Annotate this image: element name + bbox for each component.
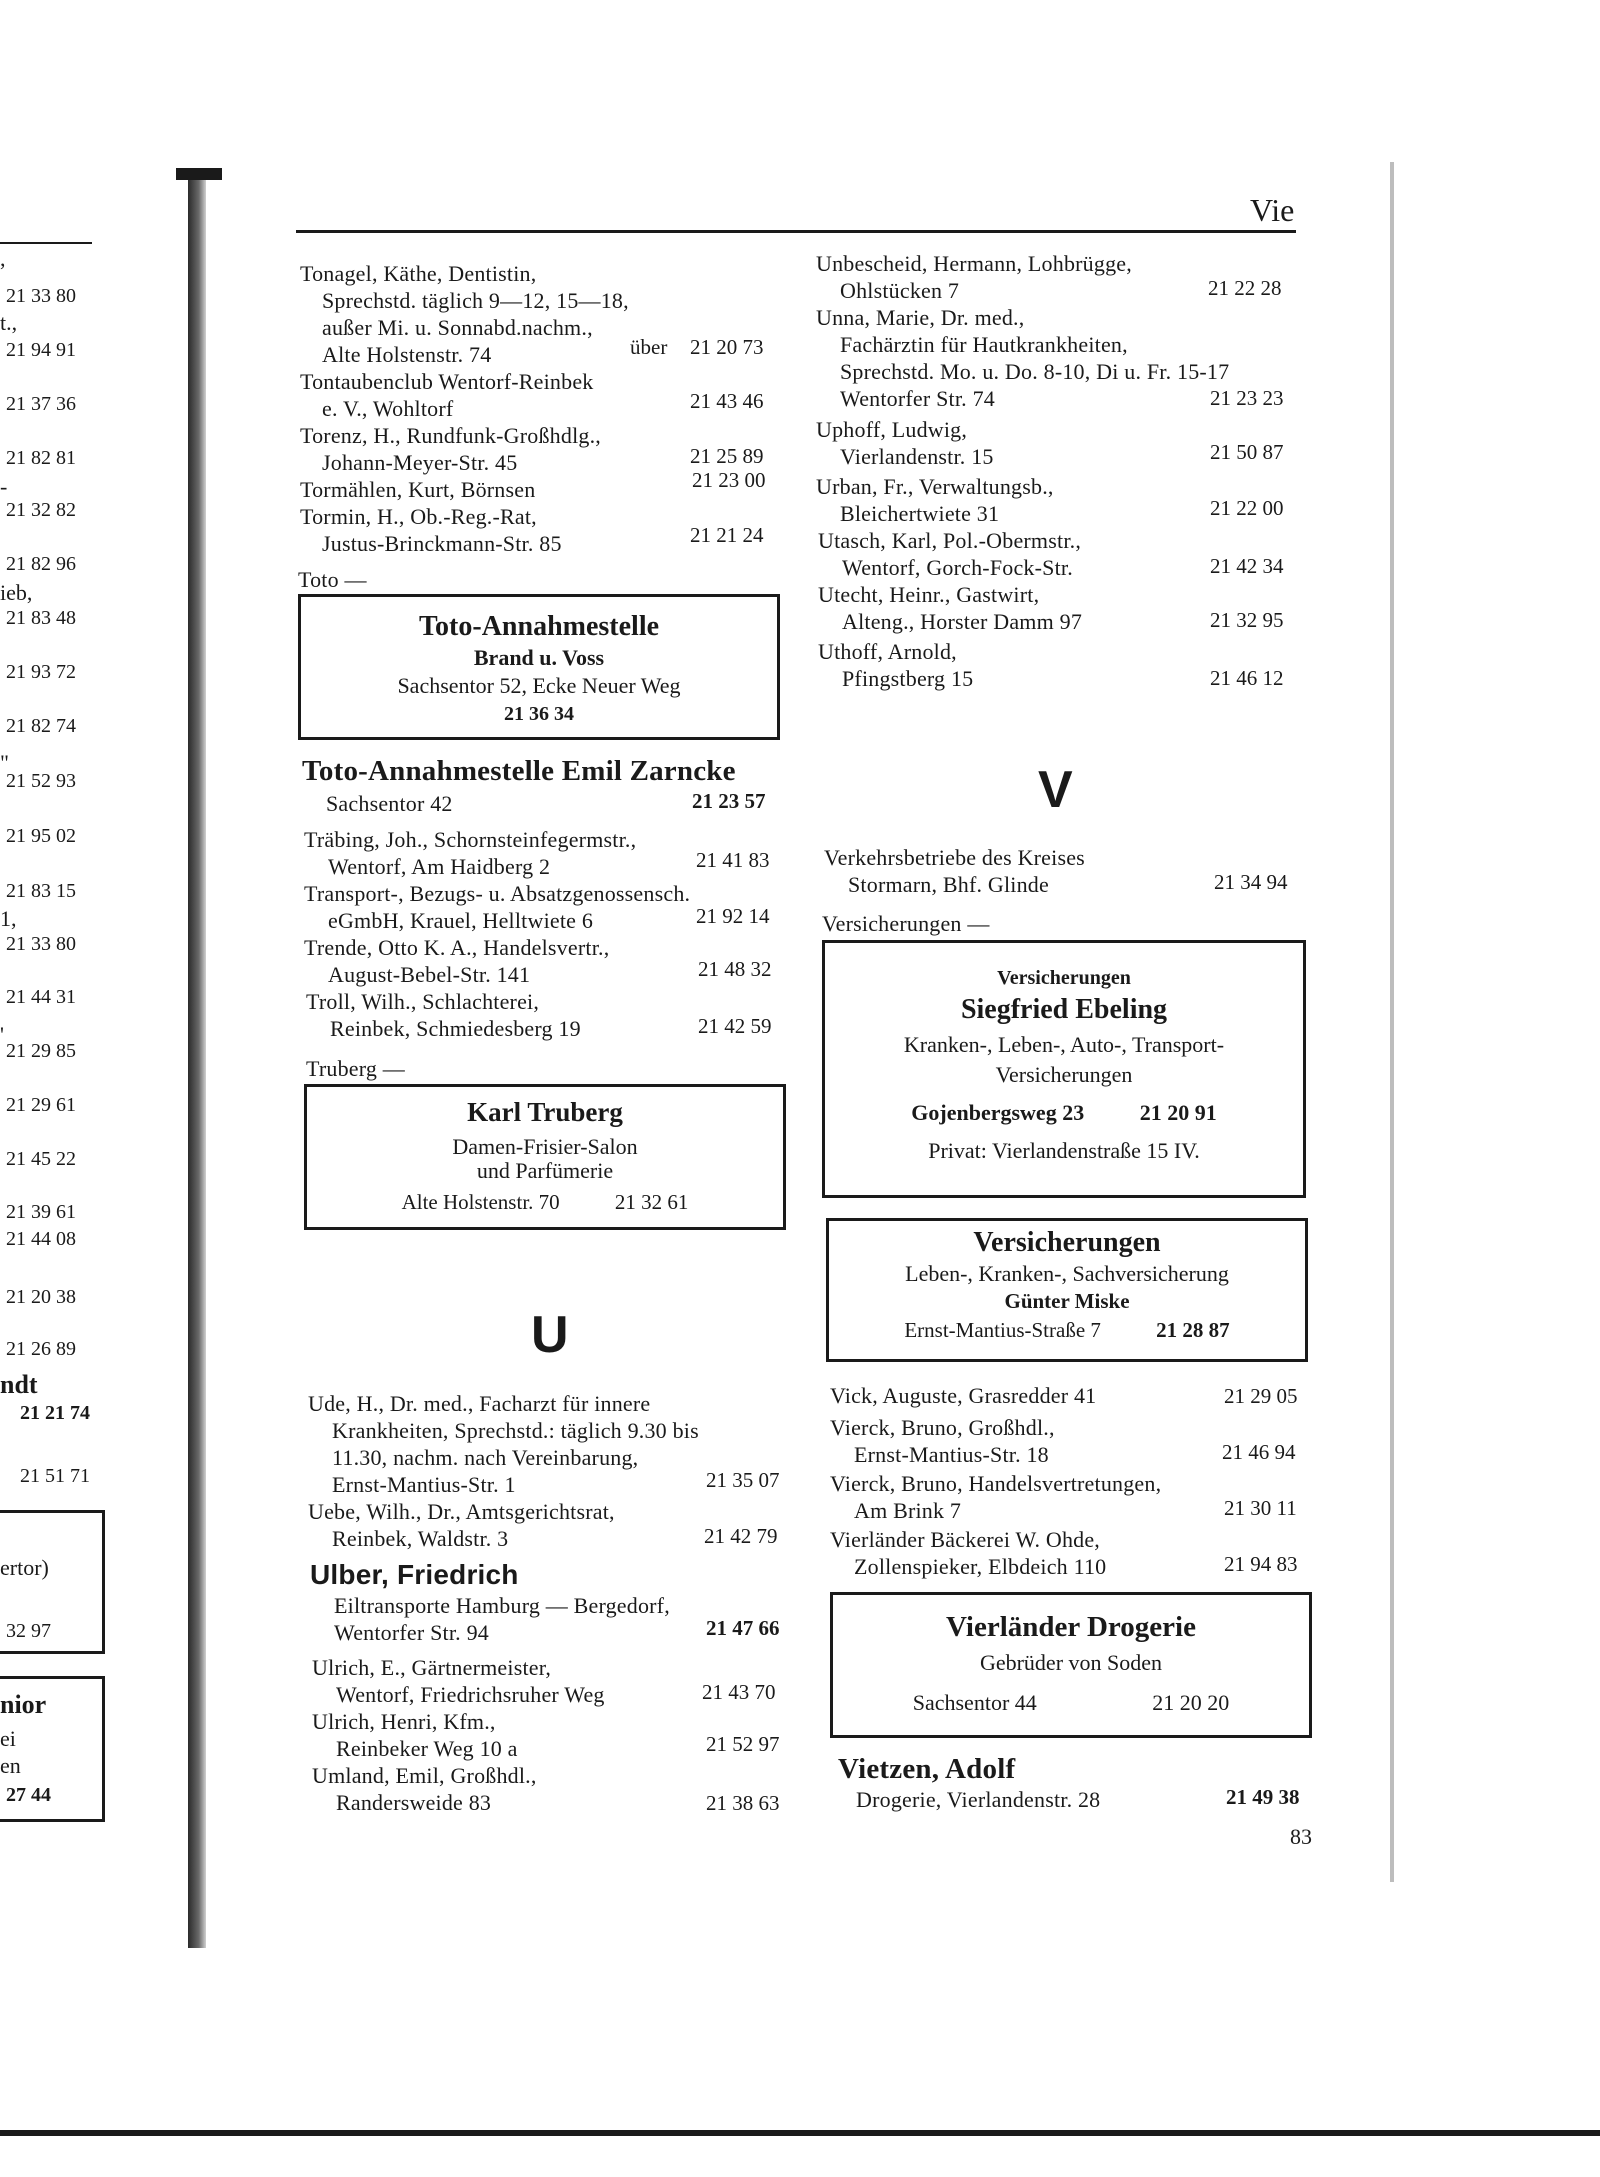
entry-line: außer Mi. u. Sonnabd.nachm., [322, 315, 593, 340]
page-header: Vie [1250, 192, 1295, 228]
entry-line: Wentorf, Gorch-Fock-Str. [842, 555, 1073, 580]
phone-number: 21 52 97 [706, 1732, 780, 1756]
entry-line: Vierck, Bruno, Handelsvertretungen, [830, 1471, 1162, 1496]
left-number: 21 52 93 [6, 770, 76, 792]
ad-title: Toto-Annahmestelle [418, 611, 660, 642]
cross-reference: Toto — [298, 567, 367, 592]
left-number: 21 20 38 [6, 1286, 76, 1308]
entry-line: Randersweide 83 [336, 1790, 492, 1815]
entry-line: Drogerie, Vierlandenstr. 28 [856, 1787, 1101, 1812]
phone-number: 21 42 79 [704, 1524, 778, 1548]
entry-line: 11.30, nachm. nach Vereinbarung, [332, 1445, 639, 1470]
left-number: 21 26 89 [6, 1338, 76, 1360]
phone-number: 21 34 94 [1214, 870, 1288, 894]
ad-heading: Versicherungen [997, 967, 1131, 989]
entry-name-bold: Toto-Annahmestelle Emil Zarncke [302, 755, 736, 787]
via-label: über [630, 335, 668, 359]
entry-line: Uebe, Wilh., Dr., Amtsgerichtsrat, [308, 1499, 615, 1524]
phone-number: 21 22 00 [1210, 496, 1284, 520]
left-fragment: ndt [0, 1370, 38, 1399]
ad-phone: 21 20 91 [1139, 1100, 1217, 1125]
ad-karl-truberg [304, 1084, 786, 1230]
phone-number: 21 20 73 [690, 335, 764, 359]
phone-number: 21 94 83 [1224, 1552, 1298, 1576]
left-number: 21 29 85 [6, 1040, 76, 1062]
entry-line: Torenz, H., Rundfunk-Großhdlg., [300, 423, 601, 448]
ad-line: Damen-Frisier-Salon [452, 1134, 638, 1159]
left-number: 21 83 15 [6, 880, 76, 902]
entry-line: Ernst-Mantius-Str. 1 [332, 1472, 516, 1497]
entry-line: Trende, Otto K. A., Handelsvertr., [304, 935, 610, 960]
entry-line: Krankheiten, Sprechstd.: täglich 9.30 bis [332, 1418, 699, 1443]
section-letter: U [531, 1306, 569, 1364]
entry-line: Urban, Fr., Verwaltungsb., [816, 474, 1054, 499]
entry-line: Ernst-Mantius-Str. 18 [854, 1442, 1049, 1467]
left-fragment: " [0, 750, 9, 775]
left-header-rule [0, 242, 92, 244]
left-number: 21 51 71 [20, 1465, 90, 1487]
left-number: 21 93 72 [6, 661, 76, 683]
entry-line: Ude, H., Dr. med., Facharzt für innere [308, 1391, 651, 1416]
ad-address: Sachsentor 44 [912, 1690, 1037, 1715]
left-number: 21 32 82 [6, 499, 76, 521]
phone-number: 21 49 38 [1226, 1785, 1300, 1809]
phone-number: 21 48 32 [698, 957, 772, 981]
entry-line: Wentorfer Str. 74 [840, 386, 995, 411]
entry-line: e. V., Wohltorf [322, 396, 454, 421]
ad-address: Alte Holstenstr. 70 [401, 1190, 560, 1214]
entry-line: Wentorf, Friedrichsruher Weg [336, 1682, 605, 1707]
ad-vierlaender-drogerie [830, 1592, 1312, 1738]
entry-line: Uphoff, Ludwig, [816, 417, 968, 442]
phone-number: 21 29 05 [1224, 1384, 1298, 1408]
phone-number: 21 42 34 [1210, 554, 1284, 578]
entry-line: Utasch, Karl, Pol.-Obermstr., [818, 528, 1082, 553]
bottom-edge-line [0, 2130, 1600, 2136]
entry-line: Tormählen, Kurt, Börnsen [300, 477, 536, 502]
ad-guenter-miske [826, 1218, 1308, 1362]
entry-line: Vierck, Bruno, Großhdl., [830, 1415, 1055, 1440]
left-number: 21 45 22 [6, 1148, 76, 1170]
left-number: 21 95 02 [6, 825, 76, 847]
entry-line: Reinbek, Waldstr. 3 [332, 1526, 509, 1551]
entry-line: Vierlandenstr. 15 [840, 444, 994, 469]
entry-line: Stormarn, Bhf. Glinde [848, 872, 1049, 897]
left-fragment: ertor) [0, 1555, 49, 1580]
ad-private-address: Privat: Vierlandenstraße 15 IV. [928, 1138, 1200, 1163]
left-number: 21 82 74 [6, 715, 76, 737]
ad-phone: 21 36 34 [504, 703, 574, 725]
ad-line: Kranken-, Leben-, Auto-, Transport- [903, 1032, 1225, 1057]
entry-line: Uthoff, Arnold, [818, 639, 957, 664]
entry-line: Alte Holstenstr. 74 [322, 342, 492, 367]
section-letter: V [1038, 761, 1073, 819]
ad-line: Leben-, Kranken-, Sachversicherung [905, 1261, 1229, 1286]
entry-line: Sprechstd. täglich 9—12, 15—18, [322, 288, 629, 313]
left-number: 21 44 08 [6, 1228, 76, 1250]
phone-number: 21 46 12 [1210, 666, 1284, 690]
left-number: 21 29 61 [6, 1094, 76, 1116]
phone-number: 21 47 66 [706, 1616, 780, 1640]
cross-reference: Truberg — [306, 1056, 405, 1081]
entry-line: Verkehrsbetriebe des Kreises [824, 845, 1085, 870]
ad-phone: 21 28 87 [1156, 1318, 1230, 1342]
phone-number: 21 42 59 [698, 1014, 772, 1038]
left-number: 21 33 80 [6, 285, 76, 307]
phone-number: 21 21 24 [690, 523, 764, 547]
phone-number: 21 22 28 [1208, 276, 1282, 300]
page-number: 83 [1290, 1824, 1312, 1849]
header-rule [296, 230, 1296, 233]
left-number: 21 21 74 [20, 1402, 90, 1424]
phone-number: 21 92 14 [696, 904, 770, 928]
left-number: 21 37 36 [6, 393, 76, 415]
phone-number: 21 50 87 [1210, 440, 1284, 464]
entry-line: Träbing, Joh., Schornsteinfegermstr., [304, 827, 637, 852]
right-edge-mark [1390, 162, 1394, 1882]
left-number: 21 82 81 [6, 447, 76, 469]
entry-line: Vick, Auguste, Grasredder 41 [830, 1383, 1097, 1408]
entry-line: Ohlstücken 7 [840, 278, 960, 303]
entry-line: Alteng., Horster Damm 97 [842, 609, 1083, 634]
phone-number: 21 25 89 [690, 444, 764, 468]
left-number: 21 39 61 [6, 1201, 76, 1223]
ad-name: Günter Miske [1004, 1289, 1130, 1313]
left-number: 21 33 80 [6, 933, 76, 955]
ad-line: und Parfümerie [476, 1158, 614, 1183]
entry-line: Zollenspieker, Elbdeich 110 [854, 1554, 1107, 1579]
entry-line: Transport-, Bezugs- u. Absatzgenossensch. [304, 881, 691, 906]
left-number: 27 44 [6, 1784, 51, 1806]
binding-shadow [188, 168, 206, 1948]
left-fragment: t., [0, 310, 18, 335]
ad-line: Versicherungen [995, 1062, 1133, 1087]
ad-title: Versicherungen [973, 1227, 1161, 1258]
entry-line: Johann-Meyer-Str. 45 [322, 450, 518, 475]
cross-reference: Versicherungen — [822, 911, 990, 936]
entry-name-bold: Vietzen, Adolf [838, 1753, 1016, 1785]
entry-line: Eiltransporte Hamburg — Bergedorf, [334, 1593, 670, 1618]
left-fragment: nior [0, 1690, 47, 1719]
phone-number: 21 32 95 [1210, 608, 1284, 632]
entry-line: Vierländer Bäckerei W. Ohde, [830, 1527, 1101, 1552]
entry-line: Ulrich, E., Gärtnermeister, [312, 1655, 552, 1680]
left-fragment: ' [0, 1022, 4, 1047]
phone-number: 21 41 83 [696, 848, 770, 872]
entry-line: Tormin, H., Ob.-Reg.-Rat, [300, 504, 537, 529]
ad-address: Sachsentor 52, Ecke Neuer Weg [397, 673, 681, 698]
ad-address: Ernst-Mantius-Straße 7 [904, 1318, 1101, 1342]
ad-title: Karl Truberg [467, 1097, 623, 1127]
entry-line: Pfingstberg 15 [842, 666, 974, 691]
ad-line: Gebrüder von Soden [979, 1650, 1163, 1675]
ad-phone: 21 32 61 [614, 1190, 689, 1214]
ad-siegfried-ebeling [822, 940, 1306, 1198]
entry-line: Sachsentor 42 [326, 791, 453, 816]
entry-name-bold: Ulber, Friedrich [310, 1559, 519, 1590]
phone-number: 21 23 23 [1210, 386, 1284, 410]
phone-number: 21 38 63 [706, 1791, 780, 1815]
entry-line: Ulrich, Henri, Kfm., [312, 1709, 496, 1734]
entry-line: Am Brink 7 [854, 1498, 962, 1523]
entry-line: Sprechstd. Mo. u. Do. 8-10, Di u. Fr. 15-17 [840, 359, 1230, 384]
ad-title: Vierländer Drogerie [946, 1611, 1196, 1643]
phone-number: 21 35 07 [706, 1468, 780, 1492]
left-number: 32 97 [6, 1620, 51, 1642]
ad-phone: 21 20 20 [1152, 1690, 1230, 1715]
ad-title: Siegfried Ebeling [960, 994, 1168, 1025]
phone-number: 21 43 46 [690, 389, 764, 413]
entry-line: Troll, Wilh., Schlachterei, [306, 989, 540, 1014]
left-fragment: en [0, 1753, 21, 1778]
entry-line: Unna, Marie, Dr. med., [816, 305, 1025, 330]
left-number: 21 44 31 [6, 986, 76, 1008]
left-number: 21 83 48 [6, 607, 76, 629]
left-fragment: ieb, [0, 580, 33, 605]
entry-line: Bleichertwiete 31 [840, 501, 1000, 526]
entry-line: Wentorfer Str. 94 [334, 1620, 489, 1645]
phone-number: 21 30 11 [1224, 1496, 1297, 1520]
entry-line: Justus-Brinckmann-Str. 85 [322, 531, 562, 556]
left-fragment: 1, [0, 906, 17, 931]
phone-number: 21 23 57 [692, 789, 766, 813]
left-number: 21 82 96 [6, 553, 76, 575]
binding-cap [176, 168, 222, 180]
entry-line: Utecht, Heinr., Gastwirt, [818, 582, 1040, 607]
entry-line: eGmbH, Krauel, Helltwiete 6 [328, 908, 594, 933]
left-fragment: - [0, 474, 8, 499]
entry-line: Reinbek, Schmiedesberg 19 [330, 1016, 581, 1041]
entry-line: Umland, Emil, Großhdl., [312, 1763, 537, 1788]
entry-line: Reinbeker Weg 10 a [336, 1736, 518, 1761]
entry-line: Fachärztin für Hautkrankheiten, [840, 332, 1128, 357]
left-fragment: ei [0, 1726, 16, 1751]
phone-number: 21 23 00 [692, 468, 766, 492]
phone-number: 21 43 70 [702, 1680, 776, 1704]
left-fragment: , [0, 246, 6, 271]
entry-line: August-Bebel-Str. 141 [328, 962, 531, 987]
ad-address: Gojenbergsweg 23 [911, 1100, 1085, 1125]
left-number: 21 94 91 [6, 339, 76, 361]
ad-subtitle: Brand u. Voss [473, 645, 605, 670]
phone-number: 21 46 94 [1222, 1440, 1296, 1464]
entry-line: Wentorf, Am Haidberg 2 [328, 854, 551, 879]
entry-line: Unbescheid, Hermann, Lohbrügge, [816, 251, 1132, 276]
entry-line: Tontaubenclub Wentorf-Reinbek [300, 369, 594, 394]
ad-toto-brand-voss [298, 594, 780, 740]
entry-line: Tonagel, Käthe, Dentistin, [300, 261, 537, 286]
